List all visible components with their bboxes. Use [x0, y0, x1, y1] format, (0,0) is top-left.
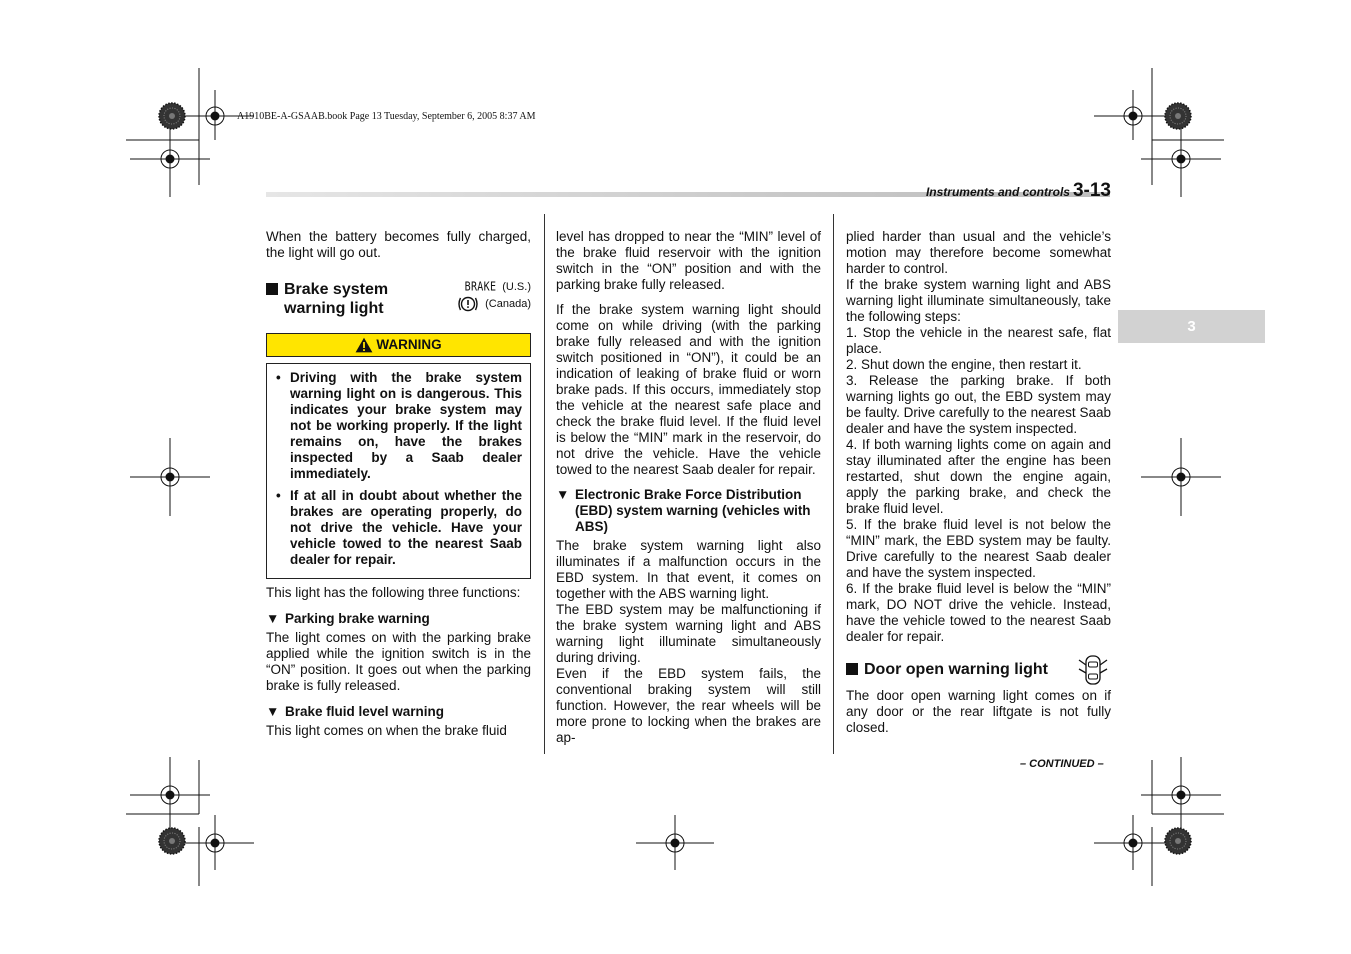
door-open-icon — [1075, 652, 1111, 688]
fluid-level-continued: level has dropped to near the “MIN” level of the brake fluid reservoir with the ignition switch in the “ON” position and with the parking brake fully released. — [556, 229, 821, 292]
section-title-line1: Brake system — [284, 281, 389, 298]
header-title: Instruments and controls — [925, 185, 1070, 199]
warning-label: WARNING — [376, 337, 442, 352]
column-1 — [266, 229, 531, 739]
step-4: 4. If both warning lights come on again and stay illuminated after the engine has been restarted, shut down the engine again, apply the parking brake, and check the brake fluid level. — [846, 437, 1111, 516]
legend-canada: (Canada) — [485, 297, 531, 310]
column-3 — [846, 229, 1111, 736]
continued-label: – CONTINUED – — [1020, 758, 1104, 770]
indicator-legend — [457, 280, 531, 313]
functions-text: This light has the following three functions: — [266, 585, 521, 600]
step-5: 5. If the brake fluid level is not below the “MIN” mark, the EBD system may be faulty. Drive carefully to the nearest Saab dealer and have the system inspected. — [846, 517, 1111, 580]
square-bullet-icon — [266, 283, 278, 295]
warning-while-driving-text: If the brake system warning light should come on while driving (with the parking brake fully released and with the ignition switch positioned in “ON”), it could be an indication of leaking of brake fluid or worn brake pads. If this occurs, immediately stop the vehicle at the nearest safe place and check the brake fluid level. If the fluid level is below the “MIN” mark in the reservoir, do not drive the vehicle. Have the vehicle towed to the nearest Saab dealer for repair. — [556, 302, 821, 477]
battery-text: When the battery becomes fully charged, the light will go out. — [266, 229, 531, 260]
legend-us: (U.S.) — [502, 281, 531, 293]
parking-brake-text: The light comes on with the parking brake applied while the ignition switch is in the “ON” position. It goes out when the parking brake is fully released. — [266, 630, 531, 693]
warning-banner — [266, 333, 531, 357]
fluid-level-heading: ▼ Brake fluid level warning — [266, 704, 445, 719]
warning-box — [266, 363, 531, 579]
column-divider — [833, 214, 834, 754]
warning-item: • If at all in doubt about whether the brakes are operating properly, do not drive the vehicle. Have your vehicle towed to the nearest Saab dealer for repair. — [276, 488, 522, 567]
triangle-bullet-icon: ▼ — [556, 487, 570, 502]
square-bullet-icon — [846, 663, 858, 675]
ebd-heading: ▼ Electronic Brake Force Distribution (EBD) system warning (vehicles with ABS) — [556, 487, 811, 534]
ebd-text-1: The brake system warning light also illuminates if a malfunction occurs in the EBD system. In that event, it comes on together with the ABS warning light. — [556, 538, 821, 601]
warning-item: • Driving with the brake system warning light on is dangerous. This indicates your brake system may not be working properly. If the light remains on, have the brakes inspected by a Saab dealer immediately. — [276, 370, 522, 481]
step-3: 3. Release the parking brake. If both warning lights go out, the EBD system may be faulty. Drive carefully to the nearest Saab dealer and have the system inspected. — [846, 373, 1111, 436]
brake-indicator-icon: BRAKE — [464, 280, 497, 295]
warning-triangle-icon — [355, 337, 373, 353]
door-open-text: The door open warning light comes on if any door or the rear liftgate is not fully closed. — [846, 688, 1111, 735]
door-section-heading — [846, 652, 1111, 688]
parking-brake-heading: ▼ Parking brake warning — [266, 611, 430, 626]
triangle-bullet-icon: ▼ — [266, 704, 280, 719]
step-6: 6. If the brake fluid level is below the “MIN” mark, DO NOT drive the vehicle. Instead, have the vehicle towed to the nearest Saab dealer for repair. — [846, 581, 1111, 644]
triangle-bullet-icon: ▼ — [266, 611, 280, 626]
fluid-level-text: This light comes on when the brake fluid — [266, 723, 507, 738]
column-divider — [544, 214, 545, 754]
door-section-title: Door open warning light — [864, 661, 1048, 678]
ebd-text-2: The EBD system may be malfunctioning if the brake system warning light and ABS warning light illuminate simultaneously during driving. — [556, 602, 821, 665]
column-2 — [556, 229, 821, 746]
ebd-text-3: Even if the EBD system fails, the conventional braking system will still function. However, the rear wheels will be more prone to locking when the brakes are ap- — [556, 666, 821, 745]
steps-intro: If the brake system warning light and ABS warning light illuminate simultaneously, take the following steps: — [846, 277, 1111, 324]
section-title-line2: warning light — [284, 300, 384, 317]
brake-circle-exclamation-icon — [457, 295, 479, 313]
ebd-continued: plied harder than usual and the vehicle’s motion may therefore become somewhat harder to control. — [846, 229, 1111, 276]
step-1: 1. Stop the vehicle in the nearest safe, flat place. — [846, 325, 1111, 356]
page-header — [926, 180, 1111, 202]
file-info: A1910BE-A-GSAAB.book Page 13 Tuesday, September 6, 2005 8:37 AM — [237, 111, 536, 122]
page-number: 3-13 — [1072, 180, 1111, 201]
chapter-tab: 3 — [1118, 310, 1265, 343]
step-2: 2. Shut down the engine, then restart it. — [846, 357, 1082, 372]
brake-section-heading — [266, 280, 531, 318]
